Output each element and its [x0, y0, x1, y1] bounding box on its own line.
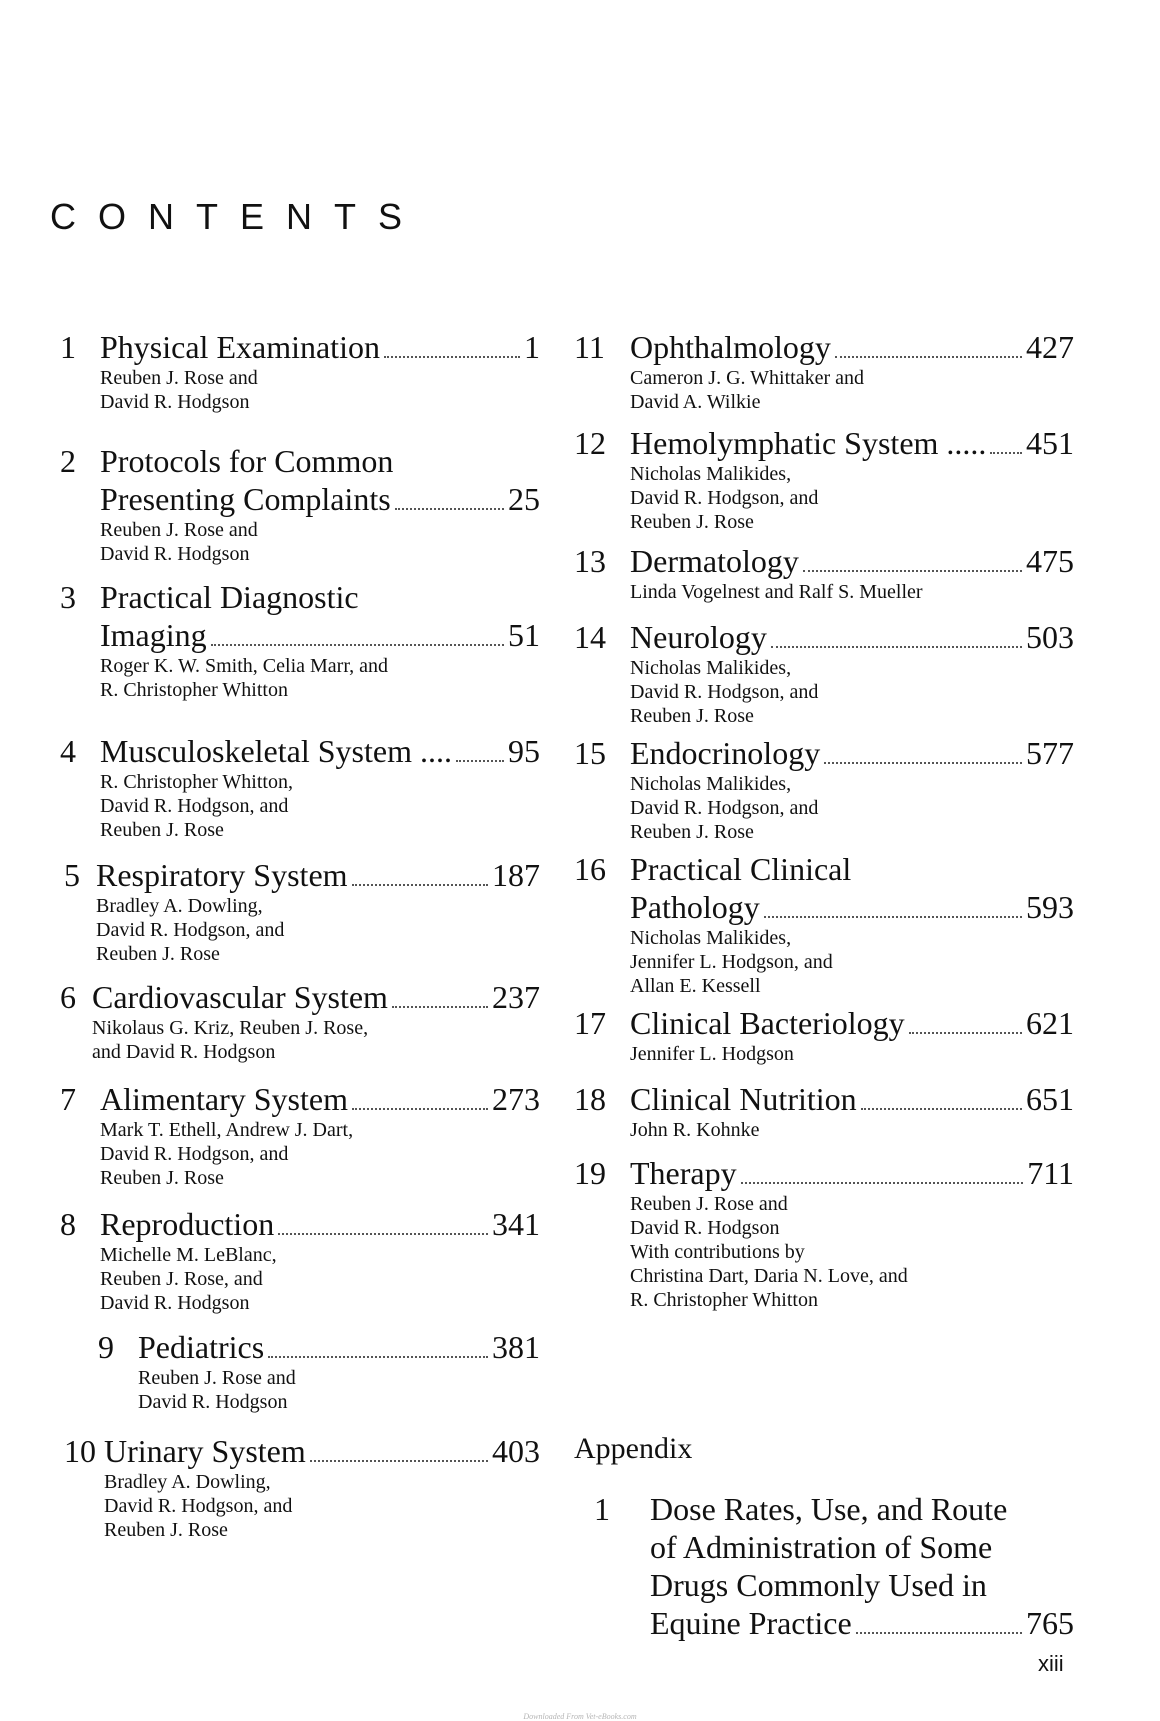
- chapter-number: 19: [574, 1155, 606, 1191]
- chapter-author-line: Nicholas Malikides,: [630, 463, 792, 485]
- chapter-title: Ophthalmology: [630, 329, 831, 365]
- chapter-page-number: 577: [1026, 735, 1074, 771]
- chapter-author-line: Reuben J. Rose: [100, 1167, 224, 1189]
- toc-entry[interactable]: [594, 1490, 1074, 1642]
- chapter-author-line: Reuben J. Rose and: [100, 367, 258, 389]
- footer-watermark: Downloaded From Vet-eBooks.com: [523, 1712, 637, 1721]
- chapter-author-line: Christina Dart, Daria N. Love, and: [630, 1265, 908, 1287]
- chapter-author-line: David R. Hodgson, and: [104, 1495, 293, 1517]
- chapter-number: 12: [574, 425, 606, 461]
- chapter-title: Drugs Commonly Used in: [650, 1567, 987, 1603]
- chapter-title: Cardiovascular System: [92, 979, 388, 1015]
- chapter-title: Equine Practice: [650, 1605, 852, 1641]
- dot-leader: [395, 508, 504, 510]
- chapter-author-line: Allan E. Kessell: [630, 975, 761, 997]
- toc-entry[interactable]: [64, 1432, 540, 1542]
- dot-leader: [278, 1233, 488, 1235]
- chapter-page-number: 503: [1026, 619, 1074, 655]
- chapter-title: Clinical Nutrition: [630, 1081, 857, 1117]
- toc-entry[interactable]: [574, 1004, 1074, 1066]
- chapter-number: 2: [60, 443, 76, 479]
- chapter-author-line: R. Christopher Whitton: [630, 1289, 818, 1311]
- chapter-page-number: 651: [1026, 1081, 1074, 1117]
- chapter-author-line: Nicholas Malikides,: [630, 657, 792, 679]
- toc-entry[interactable]: [574, 542, 1074, 604]
- toc-entry[interactable]: [574, 328, 1074, 414]
- chapter-page-number: 237: [492, 979, 540, 1015]
- chapter-title: Physical Examination: [100, 329, 380, 365]
- chapter-title: Practical Clinical: [630, 851, 852, 887]
- toc-entry[interactable]: [60, 978, 540, 1064]
- toc-entry[interactable]: [60, 328, 540, 414]
- chapter-author-line: Linda Vogelnest and Ralf S. Mueller: [630, 581, 923, 603]
- chapter-title: Dose Rates, Use, and Route: [650, 1491, 1008, 1527]
- chapter-author-line: Reuben J. Rose: [104, 1519, 228, 1541]
- chapter-number: 9: [98, 1329, 114, 1365]
- chapter-page-number: 381: [492, 1329, 540, 1365]
- dot-leader: [268, 1356, 488, 1358]
- chapter-author-line: David R. Hodgson, and: [630, 681, 819, 703]
- chapter-number: 8: [60, 1206, 76, 1242]
- chapter-number: 16: [574, 851, 606, 887]
- chapter-author-line: Reuben J. Rose, and: [100, 1268, 263, 1290]
- chapter-page-number: 427: [1026, 329, 1074, 365]
- chapter-page-number: 1: [524, 329, 540, 365]
- chapter-author-line: Reuben J. Rose: [96, 943, 220, 965]
- contents-heading: CONTENTS: [50, 196, 424, 237]
- chapter-author-line: Mark T. Ethell, Andrew J. Dart,: [100, 1119, 354, 1141]
- chapter-number: 11: [574, 329, 605, 365]
- chapter-author-line: Nicholas Malikides,: [630, 927, 792, 949]
- chapter-title: Presenting Complaints: [100, 481, 391, 517]
- dot-leader: [392, 1006, 488, 1008]
- toc-entry[interactable]: [60, 442, 540, 566]
- chapter-author-line: David A. Wilkie: [630, 391, 761, 413]
- chapter-title: Musculoskeletal System ....: [100, 733, 452, 769]
- chapter-author-line: David R. Hodgson, and: [96, 919, 285, 941]
- dot-leader: [352, 884, 488, 886]
- dot-leader: [384, 356, 520, 358]
- chapter-title: Pathology: [630, 889, 760, 925]
- chapter-author-line: David R. Hodgson: [100, 543, 250, 565]
- chapter-author-line: David R. Hodgson: [100, 391, 250, 413]
- chapter-title: Urinary System: [104, 1433, 306, 1469]
- dot-leader: [310, 1460, 488, 1462]
- chapter-author-line: David R. Hodgson, and: [630, 487, 819, 509]
- dot-leader: [803, 570, 1022, 572]
- chapter-author-line: Reuben J. Rose: [100, 819, 224, 841]
- chapter-author-line: David R. Hodgson: [630, 1217, 780, 1239]
- toc-entry[interactable]: [574, 850, 1074, 998]
- dot-leader: [856, 1632, 1022, 1634]
- chapter-number: 14: [574, 619, 606, 655]
- chapter-author-line: Reuben J. Rose and: [630, 1193, 788, 1215]
- chapter-number: 1: [594, 1491, 610, 1527]
- chapter-author-line: David R. Hodgson: [138, 1391, 288, 1413]
- toc-entry[interactable]: [60, 732, 540, 842]
- toc-entry[interactable]: [574, 1154, 1074, 1312]
- chapter-author-line: Reuben J. Rose: [630, 821, 754, 843]
- chapter-number: 18: [574, 1081, 606, 1117]
- dot-leader: [835, 356, 1022, 358]
- chapter-number: 7: [60, 1081, 76, 1117]
- chapter-author-line: Reuben J. Rose and: [100, 519, 258, 541]
- chapter-page-number: 475: [1026, 543, 1074, 579]
- chapter-number: 10: [64, 1433, 96, 1469]
- chapter-author-line: With contributions by: [630, 1241, 805, 1263]
- toc-entry[interactable]: [98, 1328, 540, 1414]
- chapter-title: Respiratory System: [96, 857, 348, 893]
- chapter-title: Clinical Bacteriology: [630, 1005, 905, 1041]
- chapter-page-number: 341: [492, 1206, 540, 1242]
- chapter-number: 17: [574, 1005, 606, 1041]
- chapter-title: Alimentary System: [100, 1081, 348, 1117]
- chapter-title: Protocols for Common: [100, 443, 394, 479]
- dot-leader: [764, 916, 1022, 918]
- page-number: xiii: [1038, 1651, 1064, 1676]
- chapter-number: 4: [60, 733, 76, 769]
- dot-leader: [741, 1182, 1024, 1184]
- chapter-author-line: Cameron J. G. Whittaker and: [630, 367, 865, 389]
- chapter-title: Neurology: [630, 619, 767, 655]
- dot-leader: [909, 1032, 1022, 1034]
- chapter-title: Endocrinology: [630, 735, 821, 771]
- appendix-heading: Appendix: [574, 1432, 693, 1465]
- chapter-number: 15: [574, 735, 606, 771]
- chapter-author-line: Michelle M. LeBlanc,: [100, 1244, 277, 1266]
- chapter-author-line: David R. Hodgson, and: [100, 795, 289, 817]
- chapter-page-number: 593: [1026, 889, 1074, 925]
- chapter-title: Imaging: [100, 617, 207, 653]
- chapter-title: Pediatrics: [138, 1329, 265, 1365]
- chapter-author-line: Nikolaus G. Kriz, Reuben J. Rose,: [92, 1017, 369, 1039]
- toc-entry[interactable]: [64, 856, 540, 966]
- chapter-page-number: 25: [508, 481, 540, 517]
- toc-entry[interactable]: [574, 734, 1074, 844]
- chapter-author-line: Roger K. W. Smith, Celia Marr, and: [100, 655, 389, 677]
- chapter-author-line: R. Christopher Whitton: [100, 679, 288, 701]
- chapter-title: of Administration of Some: [650, 1529, 993, 1565]
- chapter-number: 3: [60, 579, 76, 615]
- toc-entry[interactable]: [60, 1205, 540, 1315]
- dot-leader: [990, 452, 1022, 454]
- dot-leader: [211, 644, 504, 646]
- chapter-number: 1: [60, 329, 76, 365]
- chapter-page-number: 187: [492, 857, 540, 893]
- dot-leader: [456, 760, 504, 762]
- chapter-author-line: Nicholas Malikides,: [630, 773, 792, 795]
- dot-leader: [352, 1108, 488, 1110]
- chapter-page-number: 451: [1026, 425, 1074, 461]
- chapter-author-line: Bradley A. Dowling,: [104, 1471, 271, 1493]
- chapter-number: 6: [60, 979, 76, 1015]
- chapter-number: 5: [64, 857, 80, 893]
- chapter-page-number: 711: [1027, 1155, 1074, 1191]
- chapter-author-line: Jennifer L. Hodgson: [630, 1043, 794, 1065]
- chapter-author-line: Reuben J. Rose: [630, 511, 754, 533]
- toc-entry[interactable]: [574, 618, 1074, 728]
- chapter-page-number: 273: [492, 1081, 540, 1117]
- chapter-number: 13: [574, 543, 606, 579]
- dot-leader: [861, 1108, 1022, 1110]
- toc-entry[interactable]: [574, 424, 1074, 534]
- chapter-author-line: R. Christopher Whitton,: [100, 771, 293, 793]
- chapter-author-line: David R. Hodgson, and: [100, 1143, 289, 1165]
- toc-entry[interactable]: [574, 1080, 1074, 1142]
- chapter-author-line: and David R. Hodgson: [92, 1041, 276, 1063]
- chapter-page-number: 51: [508, 617, 540, 653]
- chapter-title: Hemolymphatic System .....: [630, 425, 987, 461]
- chapter-author-line: Bradley A. Dowling,: [96, 895, 263, 917]
- chapter-author-line: John R. Kohnke: [630, 1119, 760, 1141]
- chapter-title: Dermatology: [630, 543, 799, 579]
- chapter-title: Reproduction: [100, 1206, 275, 1242]
- chapter-author-line: Jennifer L. Hodgson, and: [630, 951, 833, 973]
- chapter-page-number: 95: [508, 733, 540, 769]
- toc-entry[interactable]: [60, 1080, 540, 1190]
- chapter-author-line: David R. Hodgson, and: [630, 797, 819, 819]
- toc-entry[interactable]: [60, 578, 540, 702]
- chapter-author-line: Reuben J. Rose: [630, 705, 754, 727]
- chapter-page-number: 621: [1026, 1005, 1074, 1041]
- chapter-page-number: 403: [492, 1433, 540, 1469]
- chapter-page-number: 765: [1026, 1605, 1074, 1641]
- chapter-author-line: Reuben J. Rose and: [138, 1367, 296, 1389]
- chapter-author-line: David R. Hodgson: [100, 1292, 250, 1314]
- dot-leader: [824, 762, 1022, 764]
- chapter-title: Practical Diagnostic: [100, 579, 359, 615]
- dot-leader: [771, 646, 1022, 648]
- chapter-title: Therapy: [630, 1155, 737, 1191]
